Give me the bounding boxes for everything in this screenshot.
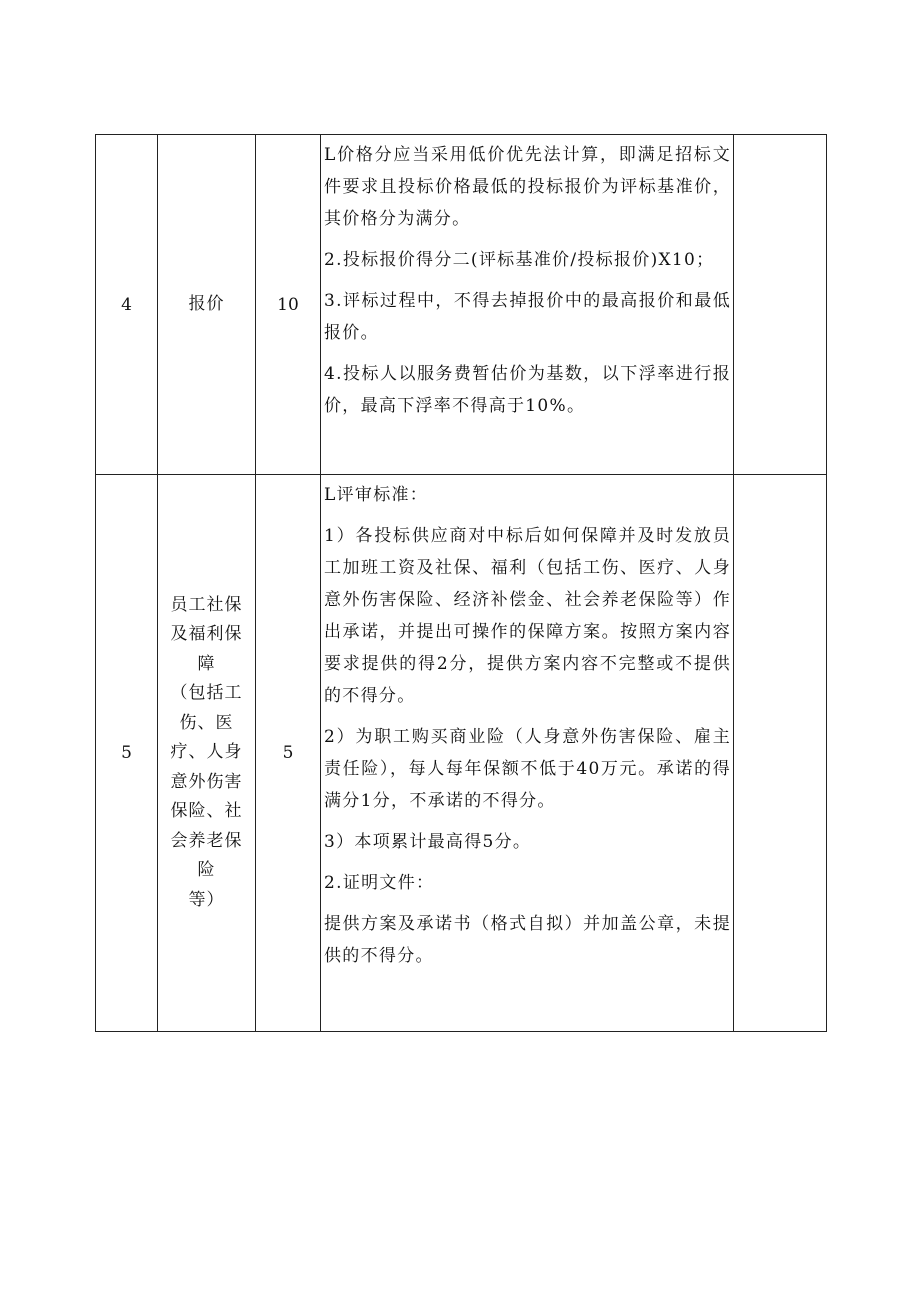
criteria-paragraph: 2.投标报价得分二(评标基准价/投标报价)X10； — [324, 250, 715, 270]
criteria-paragraph: L价格分应当采用低价优先法计算，即满足招标文件要求且投标价格最低的投标报价为评标基准价，其价格分为满分。 — [324, 145, 731, 229]
item-label: 报价 — [188, 293, 225, 314]
remark-cell — [734, 135, 827, 475]
criteria-cell — [321, 475, 734, 1032]
criteria-cell — [321, 135, 734, 475]
item-line: 等） — [188, 889, 225, 910]
criteria-paragraph: 3）本项累计最高得5分。 — [324, 832, 532, 852]
row-number: 5 — [96, 475, 158, 1032]
score-value: 5 — [256, 475, 321, 1032]
item-line: 及福利保 — [170, 624, 243, 645]
item-name — [158, 135, 256, 475]
item-line: 险 — [197, 860, 216, 881]
criteria-paragraph: 4.投标人以服务费暂估价为基数，以下浮率进行报价，最高下浮率不得高于10%。 — [324, 364, 731, 416]
item-label — [167, 591, 247, 916]
criteria-paragraph: 提供方案及承诺书（格式自拟）并加盖公章，未提供的不得分。 — [324, 914, 731, 966]
item-line: 意外伤害 — [170, 771, 243, 792]
item-line: 伤、医 — [179, 712, 234, 733]
criteria-paragraph: 2.证明文件： — [324, 873, 435, 893]
criteria-paragraph: L评审标准： — [324, 485, 429, 505]
criteria-paragraph: 3.评标过程中，不得去掉报价中的最高报价和最低报价。 — [324, 291, 731, 343]
table-row — [96, 135, 827, 475]
item-name — [158, 475, 256, 1032]
table-row — [96, 475, 827, 1032]
criteria-paragraph: 2）为职工购买商业险（人身意外伤害保险、雇主责任险），每人每年保额不低于40万元。承诺的得满分1分，不承诺的不得分。 — [324, 727, 731, 811]
item-line: 障 — [197, 653, 216, 674]
item-line: 保险、社 — [170, 801, 243, 822]
item-line: 疗、人身 — [170, 742, 243, 763]
scoring-table — [95, 134, 827, 1032]
item-line: 会养老保 — [170, 830, 243, 851]
row-number: 4 — [96, 135, 158, 475]
remark-cell — [734, 475, 827, 1032]
criteria-paragraph: 1）各投标供应商对中标后如何保障并及时发放员工加班工资及社保、福利（包括工伤、医疗、人身意外伤害保险、经济补偿金、社会养老保险等）作出承诺，并提出可操作的保障方案。按照方案内容要求提供的得2分，提供方案内容不完整或不提供的不得分。 — [324, 526, 731, 706]
item-line: （包括工 — [170, 683, 243, 704]
item-line: 员工社保 — [170, 594, 243, 615]
score-value: 10 — [256, 135, 321, 475]
